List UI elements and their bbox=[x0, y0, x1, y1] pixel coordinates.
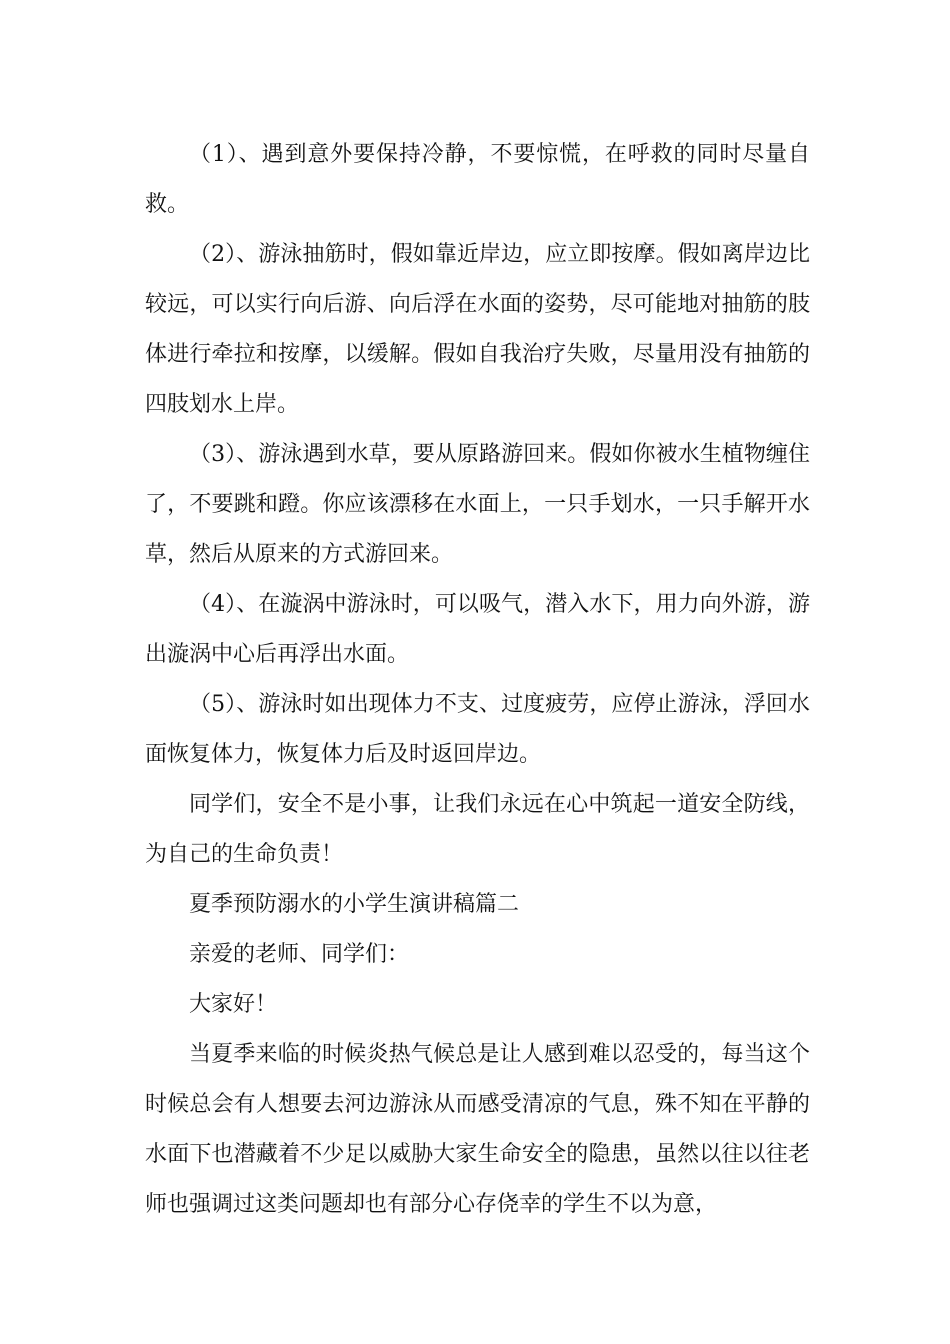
paragraph-item-1: （1）、遇到意外要保持冷静，不要惊慌，在呼救的同时尽量自救。 bbox=[145, 142, 810, 217]
paragraph-item-4: （4）、在漩涡中游泳时，可以吸气，潜入水下，用力向外游，游出漩涡中心后再浮出水面。 bbox=[145, 592, 810, 667]
paragraph-item-2: （2）、游泳抽筋时，假如靠近岸边，应立即按摩。假如离岸边比较远，可以实行向后游、向后浮在水面的姿势，尽可能地对抽筋的肢体进行牵拉和按摩，以缓解。假如自我治疗失败，尽量用没有抽筋的四肢划水上岸。 bbox=[145, 242, 810, 417]
paragraph-item-3: （3）、游泳遇到水草，要从原路游回来。假如你被水生植物缠住了，不要跳和蹬。你应该漂移在水面上，一只手划水，一只手解开水草，然后从原来的方式游回来。 bbox=[145, 442, 810, 567]
salutation: 亲爱的老师、同学们： bbox=[189, 942, 410, 967]
section-heading: 夏季预防溺水的小学生演讲稿篇二 bbox=[189, 892, 520, 917]
paragraph-item-5: （5）、游泳时如出现体力不支、过度疲劳，应停止游泳，浮回水面恢复体力，恢复体力后及时返回岸边。 bbox=[145, 692, 810, 767]
greeting: 大家好！ bbox=[189, 992, 278, 1017]
closing-paragraph: 同学们，安全不是小事，让我们永远在心中筑起一道安全防线，为自己的生命负责！ bbox=[145, 792, 810, 867]
body-paragraph: 当夏季来临的时候炎热气候总是让人感到难以忍受的，每当这个时候总会有人想要去河边游泳从而感受清凉的气息，殊不知在平静的水面下也潜藏着不少足以威胁大家生命安全的隐患，虽然以往以往老师也强调过这类问题却也有部分心存侥幸的学生不以为意， bbox=[145, 1042, 810, 1217]
document-body bbox=[145, 130, 810, 1230]
